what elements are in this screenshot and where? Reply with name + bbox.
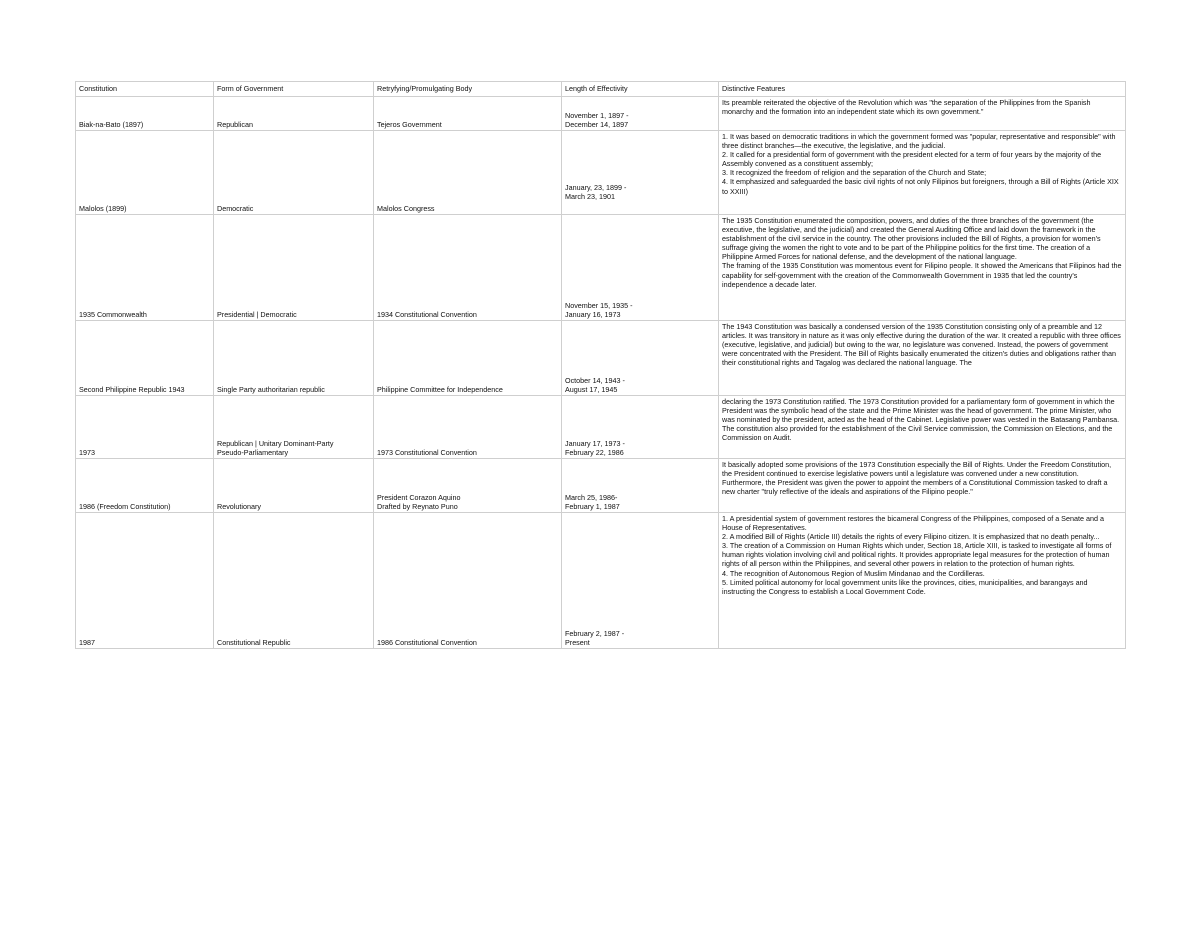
- header-row: [76, 82, 1126, 97]
- cell-constitution: Second Philippine Republic 1943: [76, 321, 214, 396]
- table-row: [76, 97, 1126, 131]
- table-row: [76, 321, 1126, 396]
- cell-features: The 1943 Constitution was basically a condensed version of the 1935 Constitution consisting only of a preamble and 12 articles. It was transitory in nature as it was only effective during the duration of the war. It created a republic with three offices (executive, legislative, and judicial) but owing to the war, no legislature was convened. Instead, the powers of government were concentrated with the President. The Bill of Rights basically enumerated the citizen's duties and obligations rather than their constitutional rights and Tagalog was declared the national language. The: [719, 321, 1126, 396]
- cell-body: Tejeros Government: [374, 97, 562, 131]
- cell-form: Revolutionary: [214, 459, 374, 513]
- cell-body: 1973 Constitutional Convention: [374, 396, 562, 459]
- cell-constitution: 1986 (Freedom Constitution): [76, 459, 214, 513]
- cell-length: November 1, 1897 - December 14, 1897: [562, 97, 719, 131]
- cell-body: Philippine Committee for Independence: [374, 321, 562, 396]
- cell-features: It basically adopted some provisions of the 1973 Constitution especially the Bill of Rights. Under the Freedom Constitution, the President continued to exercise legislative powers until a legislature was convened under a new constitution. Furthermore, the President was given the power to appoint the members of a Constitutional Commission tasked to draft a new charter "truly reflective of the ideals and aspirations of the Filipino people.": [719, 459, 1126, 513]
- cell-length: November 15, 1935 - January 16, 1973: [562, 215, 719, 321]
- cell-form: Republican: [214, 97, 374, 131]
- cell-constitution: 1973: [76, 396, 214, 459]
- table-row: [76, 396, 1126, 459]
- cell-constitution: 1935 Commonwealth: [76, 215, 214, 321]
- cell-length: January, 23, 1899 - March 23, 1901: [562, 131, 719, 215]
- cell-form: Single Party authoritarian republic: [214, 321, 374, 396]
- table-row: [76, 215, 1126, 321]
- table-row: [76, 459, 1126, 513]
- cell-body: 1934 Constitutional Convention: [374, 215, 562, 321]
- cell-body: 1986 Constitutional Convention: [374, 513, 562, 649]
- cell-constitution: 1987: [76, 513, 214, 649]
- constitution-table: [75, 81, 1126, 649]
- table-row: [76, 131, 1126, 215]
- cell-form: Democratic: [214, 131, 374, 215]
- cell-features: 1. A presidential system of government restores the bicameral Congress of the Philippines, composed of a Senate and a House of Representatives. 2. A modified Bill of Rights (Article III) details the rights of every Filipino citizen. It is emphasized that no death penalty... 3. The creation of a Commission on Human Rights which under, Section 18, Article XIII, is tasked to investigate all forms of human rights violation involving civil and political rights. It provides appropriate legal measures for the protection of human rights of all person within the Philippines, and several other powers in relation to the protection of human rights. 4. The recognition of Autonomous Region of Muslim Mindanao and the Cordilleras. 5. Limited political autonomy for local government units like the provinces, cities, municipalities, and barangays and instructing the Congress to establish a Local Government Code.: [719, 513, 1126, 649]
- constitution-table-sheet: [75, 81, 1125, 649]
- cell-form: Republican | Unitary Dominant-Party Pseudo-Parliamentary: [214, 396, 374, 459]
- cell-features: declaring the 1973 Constitution ratified. The 1973 Constitution provided for a parliamentary form of government in which the President was the symbolic head of the state and the Prime Minister was the head of government. The prime Minister, who was nominated by the president, acted as the head of the Cabinet. Legislative power was vested in the Batasang Pambansa. The constitution also provided for the establishment of the Civil Service commission, the Commission on Elections, and the Commission on Audit.: [719, 396, 1126, 459]
- cell-body: President Corazon Aquino Drafted by Reynato Puno: [374, 459, 562, 513]
- cell-features: 1. It was based on democratic traditions in which the government formed was "popular, representative and responsible" with three distinct branches—the executive, the legislative, and the judicial. 2. It called for a presidential form of government with the president elected for a term of four years by the majority of the Assembly convened as a constituent assembly; 3. It recognized the freedom of religion and the separation of the Church and State; 4. It emphasized and safeguarded the basic civil rights of not only Filipinos but foreigners, through a Bill of Rights (Article XIX to XXIII): [719, 131, 1126, 215]
- column-header-constitution: Constitution: [76, 82, 214, 97]
- cell-length: February 2, 1987 - Present: [562, 513, 719, 649]
- column-header-features: Distinctive Features: [719, 82, 1126, 97]
- cell-body: Malolos Congress: [374, 131, 562, 215]
- cell-features: Its preamble reiterated the objective of the Revolution which was "the separation of the Philippines from the Spanish monarchy and the formation into an independent state which its own government.": [719, 97, 1126, 131]
- table-row: [76, 513, 1126, 649]
- cell-features: The 1935 Constitution enumerated the composition, powers, and duties of the three branches of the government (the executive, the legislative, and the judicial) and created the General Auditing Office and laid down the framework in the establishment of the civil service in the country. The other provisions included the Bill of Rights, a provision for women's suffrage giving the women the right to vote and to be part of the Philippine politics for the first time. The creation of a Philippine Armed Forces for national defense, and the development of the national language. The framing of the 1935 Constitution was momentous event for Filipino people. It showed the Americans that Filipinos had the capability for self-government with the creation of the Commonwealth Government in 1935 that led the country's independence a decade later.: [719, 215, 1126, 321]
- cell-constitution: Biak-na-Bato (1897): [76, 97, 214, 131]
- cell-form: Presidential | Democratic: [214, 215, 374, 321]
- cell-length: January 17, 1973 - February 22, 1986: [562, 396, 719, 459]
- cell-form: Constitutional Republic: [214, 513, 374, 649]
- column-header-length: Length of Effectivity: [562, 82, 719, 97]
- column-header-body: Retryfying/Promulgating Body: [374, 82, 562, 97]
- cell-constitution: Malolos (1899): [76, 131, 214, 215]
- cell-length: March 25, 1986- February 1, 1987: [562, 459, 719, 513]
- cell-length: October 14, 1943 - August 17, 1945: [562, 321, 719, 396]
- column-header-form: Form of Government: [214, 82, 374, 97]
